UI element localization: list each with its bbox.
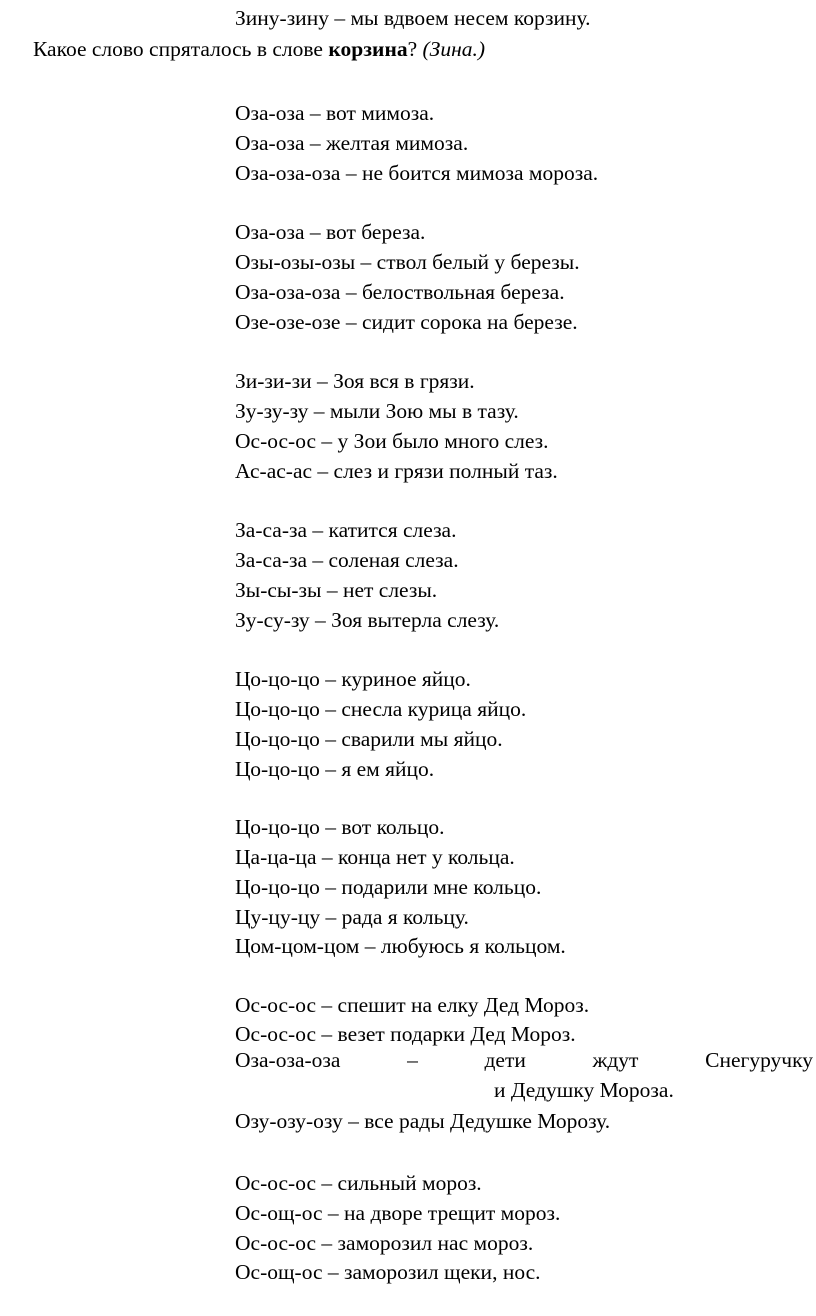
poem-line: Цо-цо-цо – вот кольцо. (235, 815, 445, 839)
poem-word: – (407, 1048, 418, 1072)
poem-line: Ос-ощ-ос – на дворе трещит мороз. (235, 1201, 561, 1225)
poem-line: Оза-оза – желтая мимоза. (235, 131, 469, 155)
question-answer: (Зина.) (422, 37, 486, 61)
poem-line: Ас-ас-ас – слез и грязи полный таз. (235, 459, 558, 483)
poem-line: Цо-цо-цо – снесла курица яйцо. (235, 697, 527, 721)
poem-line: Цо-цо-цо – сварили мы яйцо. (235, 727, 503, 751)
poem-line: За-са-за – соленая слеза. (235, 548, 459, 572)
poem-line: Зу-су-зу – Зоя вытерла слезу. (235, 608, 500, 632)
poem-line: Ос-ос-ос – спешит на елку Дед Мороз. (235, 993, 590, 1017)
poem-line: Зи-зи-зи – Зоя вся в грязи. (235, 369, 475, 393)
poem-line: Озу-озу-озу – все рады Дедушке Морозу. (235, 1109, 611, 1133)
poem-line: Оза-оза-оза – белоствольная береза. (235, 280, 565, 304)
question-bold-word: корзина (328, 37, 408, 61)
poem-line: Цо-цо-цо – я ем яйцо. (235, 757, 435, 781)
poem-word: Снегуручку (705, 1048, 813, 1072)
intro-line: Зину-зину – мы вдвоем несем корзину. (235, 6, 591, 30)
question-prefix: Какое слово спряталось в слове (33, 37, 329, 61)
poem-line: Цо-цо-цо – подарили мне кольцо. (235, 875, 542, 899)
poem-line: Ос-ос-ос – заморозил нас мороз. (235, 1231, 534, 1255)
poem-line: Ца-ца-ца – конца нет у кольца. (235, 845, 515, 869)
poem-line: Ос-ос-ос – у Зои было много слез. (235, 429, 549, 453)
poem-line-continuation: и Дедушку Мороза. (494, 1078, 674, 1102)
poem-line: Зу-зу-зу – мыли Зою мы в тазу. (235, 399, 519, 423)
poem-line: Оза-оза – вот мимоза. (235, 101, 435, 125)
poem-word: ждут (592, 1048, 639, 1072)
poem-line: Зы-сы-зы – нет слезы. (235, 578, 438, 602)
justified-poem-line (235, 1047, 813, 1073)
poem-line: Ос-ос-ос – сильный мороз. (235, 1171, 482, 1195)
poem-line: Ос-ос-ос – везет подарки Дед Мороз. (235, 1022, 576, 1046)
poem-line: За-са-за – катится слеза. (235, 518, 457, 542)
poem-line: Цу-цу-цу – рада я кольцу. (235, 905, 469, 929)
poem-line: Ос-ощ-ос – заморозил щеки, нос. (235, 1260, 541, 1284)
poem-line: Цо-цо-цо – куриное яйцо. (235, 667, 471, 691)
poem-line: Озе-озе-озе – сидит сорока на березе. (235, 310, 578, 334)
poem-line: Озы-озы-озы – ствол белый у березы. (235, 250, 580, 274)
poem-line: Цом-цом-цом – любуюсь я кольцом. (235, 934, 566, 958)
poem-line: Оза-оза – вот береза. (235, 220, 426, 244)
question-mark: ? (407, 37, 418, 61)
poem-word: Оза-оза-оза (235, 1048, 341, 1072)
poem-word: дети (484, 1048, 526, 1072)
question-line (33, 36, 485, 62)
poem-line: Оза-оза-оза – не боится мимоза мороза. (235, 161, 599, 185)
